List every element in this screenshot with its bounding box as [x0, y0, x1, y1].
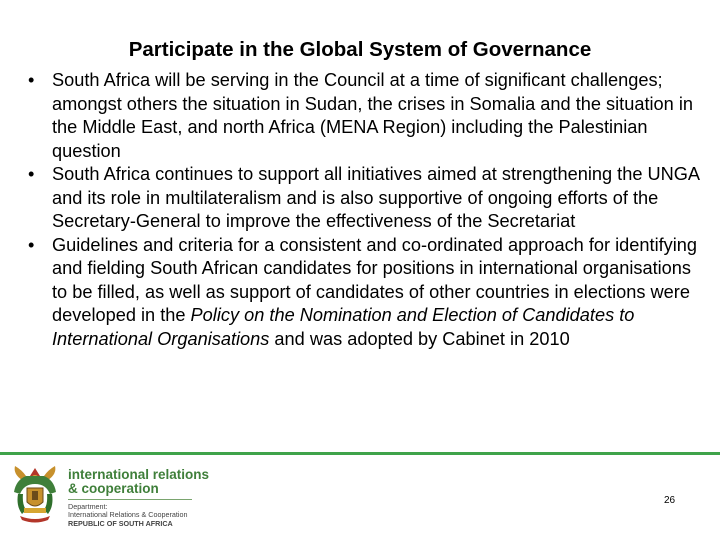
- department-logo: [8, 462, 210, 532]
- logo-dept-label: Department:: [68, 502, 108, 511]
- bullet-text: South Africa will be serving in the Council at a time of significant challenges; amongst others the situation in Sudan, the crises in Somalia and the situation in the Middle East, and north Africa (MENA Region) including the Palestinian question: [52, 70, 693, 161]
- logo-country: REPUBLIC OF SOUTH AFRICA: [68, 518, 173, 528]
- slide-title: Participate in the Global System of Governance: [128, 38, 592, 61]
- policy-title-italic: Policy on the Nomination and Election of Candidates to International Organisations: [52, 305, 635, 349]
- bullet-marker: •: [28, 234, 35, 255]
- logo-divider: [68, 499, 192, 500]
- bullet-text-part: Guidelines and criteria for a consistent and co-ordinated approach for identifying and fielding South African candidates for positions in international organisations to be filled, as well as support of candidates of other countries in elections were developed in the: [52, 234, 698, 325]
- logo-title-line1: international relations: [68, 467, 210, 482]
- bullet-item: [28, 163, 704, 234]
- bullet-marker: •: [28, 164, 35, 184]
- bullet-list: [28, 69, 704, 351]
- bullet-marker: •: [28, 70, 35, 90]
- coat-of-arms-icon: [10, 464, 60, 526]
- bullet-text-part: and was adopted by Cabinet in 2010: [269, 328, 570, 349]
- logo-dept-name: International Relations & Cooperation: [68, 510, 188, 520]
- bullet-item: [28, 234, 704, 352]
- bullet-text: South Africa continues to support all initiatives aimed at strengthening the UNGA and its role in multilateralism and is also supportive of ongoing efforts of the Secretary-General to improve the effectiveness of the Secretariat: [52, 164, 700, 231]
- bullet-text: [52, 235, 697, 349]
- page-number: 26: [664, 495, 676, 506]
- bullet-item: [28, 69, 704, 163]
- footer-rule: [0, 452, 720, 455]
- logo-title-line2: & cooperation: [68, 481, 159, 496]
- logo-text: [68, 468, 209, 528]
